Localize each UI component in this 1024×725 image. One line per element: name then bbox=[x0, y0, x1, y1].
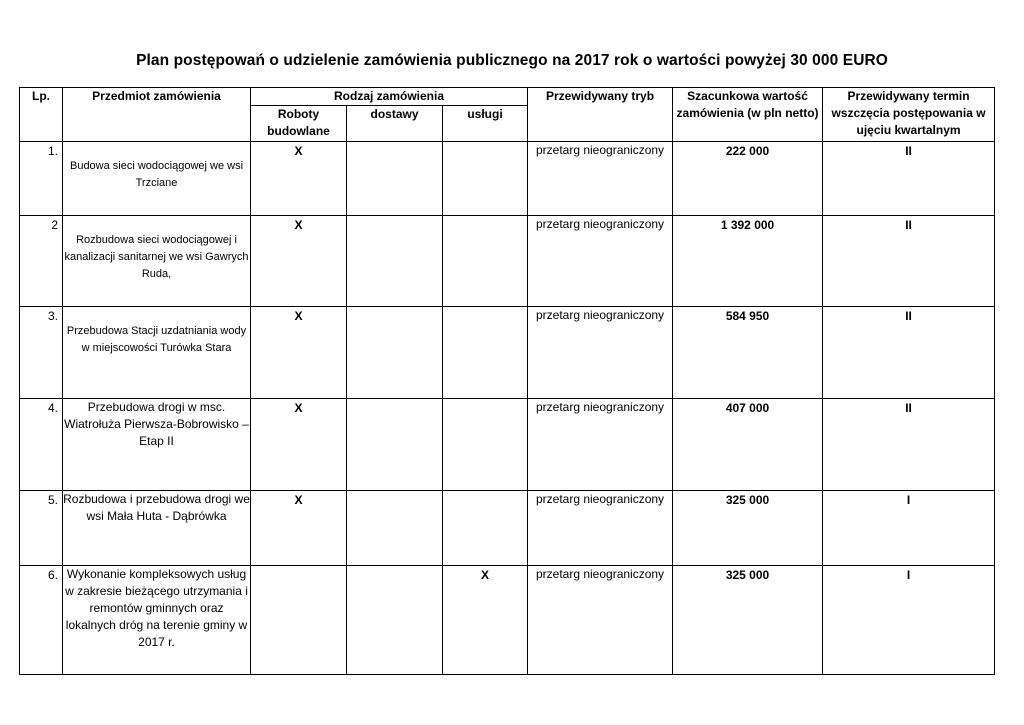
row-value: 1 392 000 bbox=[673, 216, 823, 307]
row-term: II bbox=[823, 399, 995, 491]
row-lp: 5. bbox=[20, 491, 63, 566]
page-title: Plan postępowań o udzielenie zamówienia publicznego na 2017 rok o wartości powyżej 30 000 EURO bbox=[136, 52, 888, 69]
row-value: 325 000 bbox=[673, 566, 823, 675]
table-row bbox=[20, 399, 995, 491]
row-services-mark bbox=[443, 142, 528, 216]
header-lp: Lp. bbox=[20, 88, 63, 142]
row-services-mark bbox=[443, 399, 528, 491]
row-value: 407 000 bbox=[673, 399, 823, 491]
row-mode: przetarg nieograniczony bbox=[528, 142, 673, 216]
header-type-works: Roboty budowlane bbox=[251, 106, 347, 142]
row-lp: 4. bbox=[20, 399, 63, 491]
row-term: I bbox=[823, 491, 995, 566]
row-supplies-mark bbox=[347, 216, 443, 307]
row-works-mark bbox=[251, 566, 347, 675]
row-mode: przetarg nieograniczony bbox=[528, 566, 673, 675]
row-mode: przetarg nieograniczony bbox=[528, 307, 673, 399]
row-subject: Rozbudowa sieci wodociągowej i kanalizacji sanitarnej we wsi Gawrych Ruda, bbox=[63, 216, 251, 307]
row-supplies-mark bbox=[347, 491, 443, 566]
row-subject: Rozbudowa i przebudowa drogi we wsi Mała Huta - Dąbrówka bbox=[63, 491, 251, 566]
header-type-group: Rodzaj zamówienia bbox=[251, 88, 528, 106]
table-row bbox=[20, 566, 995, 675]
row-mode: przetarg nieograniczony bbox=[528, 399, 673, 491]
table-row bbox=[20, 216, 995, 307]
row-works-mark: X bbox=[251, 307, 347, 399]
row-subject: Wykonanie kompleksowych usług w zakresie bieżącego utrzymania i remontów gminnych oraz lokalnych dróg na terenie gminy w 2017 r. bbox=[63, 566, 251, 675]
row-term: II bbox=[823, 307, 995, 399]
table-row bbox=[20, 307, 995, 399]
row-lp: 6. bbox=[20, 566, 63, 675]
row-supplies-mark bbox=[347, 566, 443, 675]
row-lp: 3. bbox=[20, 307, 63, 399]
header-subject: Przedmiot zamówienia bbox=[63, 88, 251, 142]
row-lp: 1. bbox=[20, 142, 63, 216]
row-mode: przetarg nieograniczony bbox=[528, 491, 673, 566]
row-works-mark: X bbox=[251, 399, 347, 491]
row-supplies-mark bbox=[347, 142, 443, 216]
row-services-mark bbox=[443, 216, 528, 307]
table-header-row bbox=[20, 88, 995, 106]
header-type-supplies: dostawy bbox=[347, 106, 443, 142]
row-services-mark: X bbox=[443, 566, 528, 675]
row-term: I bbox=[823, 566, 995, 675]
procurement-plan-table bbox=[19, 87, 995, 675]
row-supplies-mark bbox=[347, 307, 443, 399]
row-works-mark: X bbox=[251, 491, 347, 566]
header-mode: Przewidywany tryb bbox=[528, 88, 673, 142]
row-term: II bbox=[823, 142, 995, 216]
row-supplies-mark bbox=[347, 399, 443, 491]
row-value: 584 950 bbox=[673, 307, 823, 399]
row-services-mark bbox=[443, 491, 528, 566]
row-mode: przetarg nieograniczony bbox=[528, 216, 673, 307]
row-subject: Przebudowa Stacji uzdatniania wody w miejscowości Turówka Stara bbox=[63, 307, 251, 399]
header-type-services: usługi bbox=[443, 106, 528, 142]
row-term: II bbox=[823, 216, 995, 307]
row-services-mark bbox=[443, 307, 528, 399]
table-row bbox=[20, 491, 995, 566]
row-lp: 2 bbox=[20, 216, 63, 307]
header-value: Szacunkowa wartość zamówienia (w pln netto) bbox=[673, 88, 823, 142]
row-value: 325 000 bbox=[673, 491, 823, 566]
row-works-mark: X bbox=[251, 216, 347, 307]
row-subject: Przebudowa drogi w msc. Wiatrołuża Pierwsza-Bobrowisko – Etap II bbox=[63, 399, 251, 491]
header-term: Przewidywany termin wszczęcia postępowania w ujęciu kwartalnym bbox=[823, 88, 995, 142]
row-works-mark: X bbox=[251, 142, 347, 216]
table-row bbox=[20, 142, 995, 216]
row-subject: Budowa sieci wodociągowej we wsi Trzciane bbox=[63, 142, 251, 216]
row-value: 222 000 bbox=[673, 142, 823, 216]
